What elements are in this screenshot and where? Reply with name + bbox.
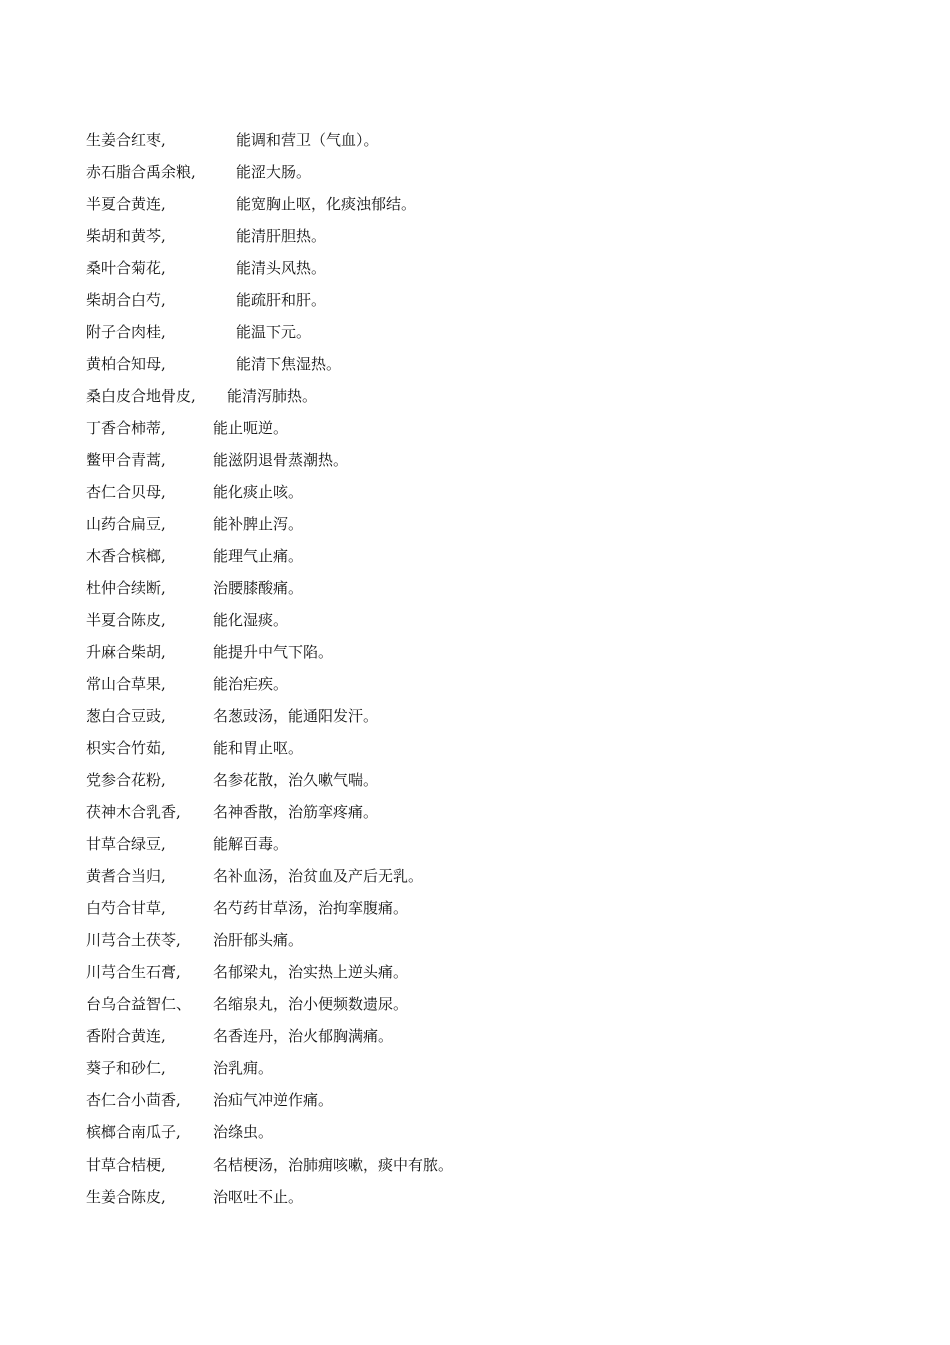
herb-pair: 台乌合益智仁、 bbox=[86, 995, 192, 1014]
herb-pair: 香附合黄连, bbox=[86, 1027, 166, 1046]
herb-pair: 甘草合桔梗, bbox=[86, 1155, 166, 1174]
herb-effect: 能清泻肺热。 bbox=[227, 387, 318, 406]
herb-effect: 治疝气冲逆作痛。 bbox=[213, 1091, 334, 1110]
list-item bbox=[86, 928, 906, 960]
list-item bbox=[86, 672, 906, 704]
herb-pair: 山药合扁豆, bbox=[86, 515, 166, 534]
herb-effect: 名郁梁丸，治实热上逆头痛。 bbox=[213, 963, 409, 982]
herb-pair: 桑叶合菊花, bbox=[86, 259, 166, 278]
herb-pair: 木香合槟榔, bbox=[86, 547, 166, 566]
list-item bbox=[86, 640, 906, 672]
herb-pair: 半夏合黄连, bbox=[86, 195, 166, 214]
herb-pair-list bbox=[86, 128, 906, 1217]
herb-effect: 能疏肝和肝。 bbox=[236, 291, 327, 310]
herb-pair: 鳖甲合青蒿, bbox=[86, 451, 166, 470]
list-item bbox=[86, 960, 906, 992]
herb-effect: 能提升中气下陷。 bbox=[213, 643, 334, 662]
herb-pair: 杏仁合小茴香, bbox=[86, 1091, 181, 1110]
herb-effect: 能治疟疾。 bbox=[213, 675, 289, 694]
herb-effect: 能涩大肠。 bbox=[236, 163, 312, 182]
herb-effect: 能理气止痛。 bbox=[213, 547, 304, 566]
herb-effect: 能止呃逆。 bbox=[213, 419, 289, 438]
list-item bbox=[86, 576, 906, 608]
herb-effect: 治绦虫。 bbox=[213, 1123, 274, 1142]
herb-effect: 名补血汤，治贫血及产后无乳。 bbox=[213, 867, 424, 886]
herb-effect: 名葱豉汤，能通阳发汗。 bbox=[213, 707, 379, 726]
herb-effect: 名芍药甘草汤，治拘挛腹痛。 bbox=[213, 899, 409, 918]
herb-pair: 生姜合陈皮, bbox=[86, 1187, 166, 1206]
herb-effect: 能温下元。 bbox=[236, 323, 312, 342]
herb-effect: 名香连丹，治火郁胸满痛。 bbox=[213, 1027, 394, 1046]
list-item bbox=[86, 128, 906, 160]
list-item bbox=[86, 1088, 906, 1120]
herb-effect: 能补脾止泻。 bbox=[213, 515, 304, 534]
list-item bbox=[86, 448, 906, 480]
herb-effect: 能解百毒。 bbox=[213, 835, 289, 854]
list-item bbox=[86, 864, 906, 896]
herb-pair: 枳实合竹茹, bbox=[86, 739, 166, 758]
herb-pair: 半夏合陈皮, bbox=[86, 611, 166, 630]
herb-pair: 升麻合柴胡, bbox=[86, 643, 166, 662]
herb-pair: 茯神木合乳香, bbox=[86, 803, 181, 822]
list-item bbox=[86, 480, 906, 512]
herb-effect: 名神香散，治筋挛疼痛。 bbox=[213, 803, 379, 822]
list-item bbox=[86, 1056, 906, 1088]
herb-pair: 柴胡合白芍, bbox=[86, 291, 166, 310]
herb-pair: 附子合肉桂, bbox=[86, 323, 166, 342]
herb-effect: 治乳痈。 bbox=[213, 1059, 274, 1078]
herb-effect: 能清肝胆热。 bbox=[236, 227, 327, 246]
herb-pair: 白芍合甘草, bbox=[86, 899, 166, 918]
herb-pair: 柴胡和黄芩, bbox=[86, 227, 166, 246]
list-item bbox=[86, 512, 906, 544]
list-item bbox=[86, 768, 906, 800]
list-item bbox=[86, 192, 906, 224]
herb-effect: 能调和营卫（气血）。 bbox=[236, 131, 379, 149]
herb-effect: 能和胃止呕。 bbox=[213, 739, 304, 758]
herb-pair: 川芎合生石膏, bbox=[86, 963, 181, 982]
herb-pair: 黄柏合知母, bbox=[86, 355, 166, 374]
herb-pair: 赤石脂合禹余粮, bbox=[86, 163, 196, 182]
herb-pair: 川芎合土茯苓, bbox=[86, 931, 181, 950]
herb-effect: 能清头风热。 bbox=[236, 259, 327, 278]
list-item bbox=[86, 544, 906, 576]
herb-pair: 杏仁合贝母, bbox=[86, 483, 166, 502]
herb-effect: 治呕吐不止。 bbox=[213, 1187, 304, 1206]
list-item bbox=[86, 416, 906, 448]
herb-effect: 名桔梗汤，治肺痈咳嗽，痰中有脓。 bbox=[213, 1155, 454, 1174]
list-item bbox=[86, 704, 906, 736]
herb-effect: 能滋阴退骨蒸潮热。 bbox=[213, 451, 349, 470]
list-item bbox=[86, 1120, 906, 1152]
herb-pair: 党参合花粉, bbox=[86, 771, 166, 790]
herb-pair: 槟榔合南瓜子, bbox=[86, 1123, 181, 1142]
herb-pair: 葱白合豆豉, bbox=[86, 707, 166, 726]
list-item bbox=[86, 1185, 906, 1217]
herb-effect: 治腰膝酸痛。 bbox=[213, 579, 304, 598]
herb-pair: 甘草合绿豆, bbox=[86, 835, 166, 854]
herb-pair: 丁香合柿蒂, bbox=[86, 419, 166, 438]
herb-effect: 能宽胸止呕，化痰浊郁结。 bbox=[236, 195, 417, 214]
list-item bbox=[86, 608, 906, 640]
herb-effect: 名参花散，治久嗽气喘。 bbox=[213, 771, 379, 790]
herb-pair: 常山合草果, bbox=[86, 675, 166, 694]
herb-pair: 黄耆合当归, bbox=[86, 867, 166, 886]
herb-pair: 杜仲合续断, bbox=[86, 579, 166, 598]
list-item bbox=[86, 288, 906, 320]
list-item bbox=[86, 352, 906, 384]
list-item bbox=[86, 832, 906, 864]
list-item bbox=[86, 256, 906, 288]
list-item bbox=[86, 1153, 906, 1185]
list-item bbox=[86, 160, 906, 192]
herb-effect: 能化湿痰。 bbox=[213, 611, 289, 630]
herb-pair: 桑白皮合地骨皮, bbox=[86, 387, 196, 406]
herb-pair: 生姜合红枣, bbox=[86, 131, 166, 149]
herb-pair: 葵子和砂仁, bbox=[86, 1059, 166, 1078]
herb-effect: 能清下焦湿热。 bbox=[236, 355, 342, 374]
list-item bbox=[86, 800, 906, 832]
list-item bbox=[86, 992, 906, 1024]
herb-effect: 名缩泉丸，治小便频数遗尿。 bbox=[213, 995, 409, 1014]
list-item bbox=[86, 224, 906, 256]
herb-effect: 能化痰止咳。 bbox=[213, 483, 304, 502]
list-item bbox=[86, 736, 906, 768]
list-item bbox=[86, 320, 906, 352]
list-item bbox=[86, 384, 906, 416]
list-item bbox=[86, 1024, 906, 1056]
list-item bbox=[86, 896, 906, 928]
herb-effect: 治肝郁头痛。 bbox=[213, 931, 304, 950]
